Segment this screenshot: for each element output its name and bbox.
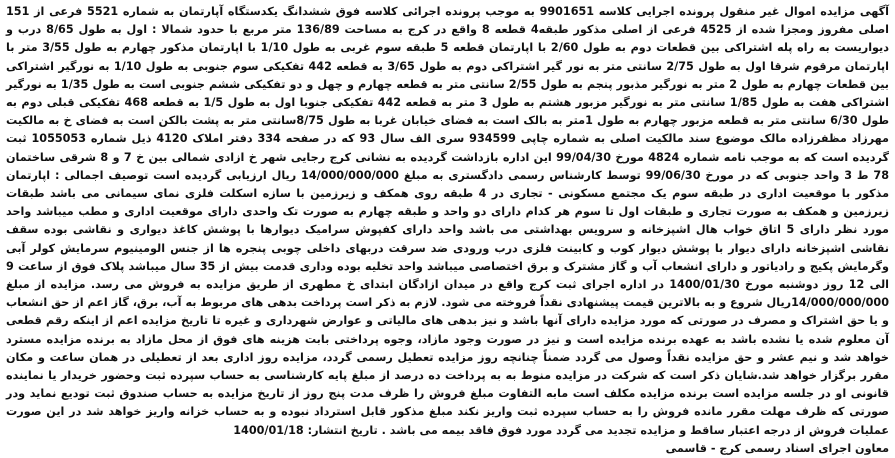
notice-signature: معاون اجرای اسناد رسمی کرج - قاسمی (665, 441, 889, 455)
notice-body: آگهی مزایده اموال غیر منقول پرونده اجرایی کلاسه 9901651 به موجب پرونده اجرائی کلاسه فوق ششدانگ یکدستگاه آپارتمان به شماره 5521 فرعی از 151 اصلی مفروز ومجزا شده از 4525 فرعی از اصلی مذکور طبقه4 قطعه 8 واقع در کرج به مساحت 136/89 متر مربع با حدود شمالا : اول به طول 8/65 درب و دیواریست به راه پله اشتراکی بین قطعات دوم به طول 2/60 با اپارتمان قطعه 5 طبقه سوم غربی به طول 1/10 با اپارتمان مذکور چهارم به طول 3/55 متر با اپارتمان مرقوم شرقا اول به طول 2/75 سانتی متر به نور گیر اشتراکی دوم به طول 3/65 به قطعه 442 تفکیکی سوم جنوبی به طول 1/10 به نورگیر اشتراکی بین قطعات چهارم به طول 2 متر به نورگیر مذبور پنجم به طول 2/55 سانتی متر به قطعه چهارم و چهل و دو تفکیکی ششم جنوبی است به طول 1/35 به نورگیر اشتراکی هفت به طول 1/85 سانتی متر به نورگیر مزبور هشتم به طول 3 متر به قطعه 442 تفکیکی جنوبا اول به طول 1/5 به قطعه 468 تفکیکی قبلی دوم به طول 6/30 سانتی متر به قطعه مزبور چهارم به طول 1متر به بالک است به فضای خیابان غربا به طول 8/75سانتی متر به پشت بالکن است به فضای خ به مالکیت مهرزاد مظفرزاده مالک موضوع سند مالکیت اصلی به شماره چاپی 934599 سری الف سال 93 که در صفحه 334 دفتر املاک 4120 ذیل شماره 1055053 ثبت گردیده است که به موجب نامه شماره 4824 مورخ 99/04/30 این اداره بازداشت گردیده به نشانی کرج رجایی شهر خ ازادی شمالی بین خ 7 و 8 شرقی ساختمان 78 ط 3 واحد جنوبی که در مورخ 99/06/30 توسط کارشناس رسمی دادگستری به مبلغ 14/000/000/000 ریال ارزیابی گردیده است توصیف اجمالی : اپارتمان مذکور با موقعیت اداری در طبقه سوم یک مجتمع مسکونی - تجاری در 4 طبقه روی همکف و زیرزمین با سازه اسکلت فلزی نمای سیمانی می باشد طبقات زیرزمین و همکف به صورت تجاری و طبقات اول تا سوم هر کدام دارای دو واحد و طبقه چهارم به صورت تک واحدی دارای موقعیت اداری و مطب میباشد واحد مورد نظر دارای 5 اتاق خواب هال اشپزخانه و سرویس بهداشتی می باشد واحد دارای کفپوش سرامیک دیوارها با پوشش کاغذ دیواری و نقاشی بوده سقف نقاشی اشپزخانه دارای دیوار با پوشش دیوار کوب و کابینت فلزی درب ورودی ضد سرقت دربهای داخلی چوبی پنجره ها از جنس الومینیوم سرمایش کولر آبی وگرمایش پکیج و رادیاتور و دارای انشعاب آب و گاز مشترک و برق اختصاصی میباشد واحد تخلیه بوده وداری قدمت بیش از 35 سال میباشد پلاک فوق از ساعت 9 الی 12 روز دوشنبه مورخ 1400/01/30 در اداره اجرای ثبت کرج واقع در میدان ازادگان ابتدای خ مطهری از طریق مزایده به فروش می رسد. مزایده از مبلغ 14/000/000/000ریال شروع و به بالاترین قیمت پیشنهادی نقداً فروخته می شود. لازم به ذکر است پرداخت بدهی های مربوط به آب، برق، گاز اعم از حق انشعاب و یا حق اشتراک و مصرف در صورتی که مورد مزایده دارای آنها باشد و نیز بدهی های مالیاتی و عوارض شهرداری و غیره تا تاریخ مزایده اعم از اینکه رقم قطعی آن معلوم شده یا نشده باشد به عهده برنده مزایده است و نیز در صورت وجود مازاد، وجوه پرداختی بابت هزینه های فوق از محل مازاد به برنده مزایده مسترد خواهد شد و نیم عشر و حق مزایده نقداً وصول می گردد ضمناً چنانچه روز مزایده تعطیل رسمی گردد، مزایده روز اداری بعد از تعطیلی در همان ساعت و مکان مقرر برگزار خواهد شد.شایان ذکر است که شرکت در مزایده منوط به به پرداخت ده درصد از مبلغ پایه کارشناسی به حساب سپرده ثبت وحضور خریدار یا نماینده قانونی او در جلسه مزایده است برنده مزایده مکلف است مابه التفاوت مبلغ فروش را ظرف مدت پنج روز از تاریخ مزایده به حساب صندوق ثبت تودیع نماید ودر صورتی که ظرف مهلت مقرر مانده فروش را به حساب سپرده ثبت واریز نکند مبلغ مذکور قابل استرداد نبوده و به حساب خزانه واریز خواهد شد در این صورت عملیات فروش از درجه اعتبار ساقط و مزایده تجدید می گردد مورد فوق فاقد بیمه می باشد . تاریخ انتشار: 1400/01/18 (6, 5, 890, 437)
